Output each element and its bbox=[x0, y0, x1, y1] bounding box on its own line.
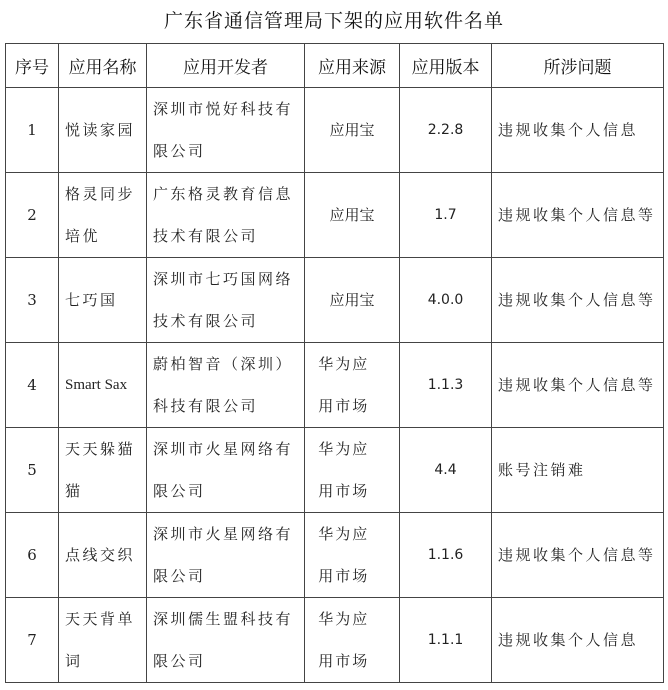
app-name: 七巧国 bbox=[59, 258, 147, 343]
table-row bbox=[6, 173, 664, 258]
row-index: 7 bbox=[6, 598, 59, 683]
table-row bbox=[6, 343, 664, 428]
table-row bbox=[6, 258, 664, 343]
app-source: 华为应用市场 bbox=[305, 428, 400, 513]
table-row bbox=[6, 598, 664, 683]
app-issue: 违规收集个人信息等 bbox=[492, 513, 664, 598]
app-name: Smart Sax bbox=[59, 343, 147, 428]
app-issue: 账号注销难 bbox=[492, 428, 664, 513]
row-index: 4 bbox=[6, 343, 59, 428]
app-developer: 广东格灵教育信息技术有限公司 bbox=[147, 173, 305, 258]
app-issue: 违规收集个人信息等 bbox=[492, 258, 664, 343]
app-version: 4.0.0 bbox=[400, 258, 492, 343]
row-index: 3 bbox=[6, 258, 59, 343]
header-issue: 所涉问题 bbox=[492, 44, 664, 88]
app-developer: 深圳市火星网络有限公司 bbox=[147, 428, 305, 513]
header-index: 序号 bbox=[6, 44, 59, 88]
app-source: 应用宝 bbox=[305, 88, 400, 173]
row-index: 5 bbox=[6, 428, 59, 513]
table-row bbox=[6, 88, 664, 173]
row-index: 1 bbox=[6, 88, 59, 173]
table-row bbox=[6, 513, 664, 598]
app-issue: 违规收集个人信息等 bbox=[492, 173, 664, 258]
app-name: 天天背单词 bbox=[59, 598, 147, 683]
app-name: 天天躲猫猫 bbox=[59, 428, 147, 513]
app-source: 应用宝 bbox=[305, 173, 400, 258]
header-source: 应用来源 bbox=[305, 44, 400, 88]
row-index: 2 bbox=[6, 173, 59, 258]
header-version: 应用版本 bbox=[400, 44, 492, 88]
row-index: 6 bbox=[6, 513, 59, 598]
header-app-name: 应用名称 bbox=[59, 44, 147, 88]
app-source: 华为应用市场 bbox=[305, 343, 400, 428]
app-version: 4.4 bbox=[400, 428, 492, 513]
app-source: 华为应用市场 bbox=[305, 598, 400, 683]
app-developer: 深圳市悦好科技有限公司 bbox=[147, 88, 305, 173]
app-developer: 蔚柏智音（深圳）科技有限公司 bbox=[147, 343, 305, 428]
app-version: 2.2.8 bbox=[400, 88, 492, 173]
app-source: 应用宝 bbox=[305, 258, 400, 343]
app-version: 1.1.1 bbox=[400, 598, 492, 683]
app-developer: 深圳市火星网络有限公司 bbox=[147, 513, 305, 598]
app-issue: 违规收集个人信息 bbox=[492, 88, 664, 173]
table-header-row bbox=[6, 44, 664, 88]
app-developer: 深圳市七巧国网络技术有限公司 bbox=[147, 258, 305, 343]
app-name: 悦读家园 bbox=[59, 88, 147, 173]
app-list-table bbox=[5, 43, 664, 683]
app-version: 1.1.3 bbox=[400, 343, 492, 428]
page-title: 广东省通信管理局下架的应用软件名单 bbox=[163, 10, 504, 32]
app-developer: 深圳儒生盟科技有限公司 bbox=[147, 598, 305, 683]
header-developer: 应用开发者 bbox=[147, 44, 305, 88]
app-name: 格灵同步培优 bbox=[59, 173, 147, 258]
app-version: 1.7 bbox=[400, 173, 492, 258]
table-row bbox=[6, 428, 664, 513]
app-source: 华为应用市场 bbox=[305, 513, 400, 598]
app-issue: 违规收集个人信息等 bbox=[492, 343, 664, 428]
app-issue: 违规收集个人信息 bbox=[492, 598, 664, 683]
app-name: 点线交织 bbox=[59, 513, 147, 598]
app-version: 1.1.6 bbox=[400, 513, 492, 598]
